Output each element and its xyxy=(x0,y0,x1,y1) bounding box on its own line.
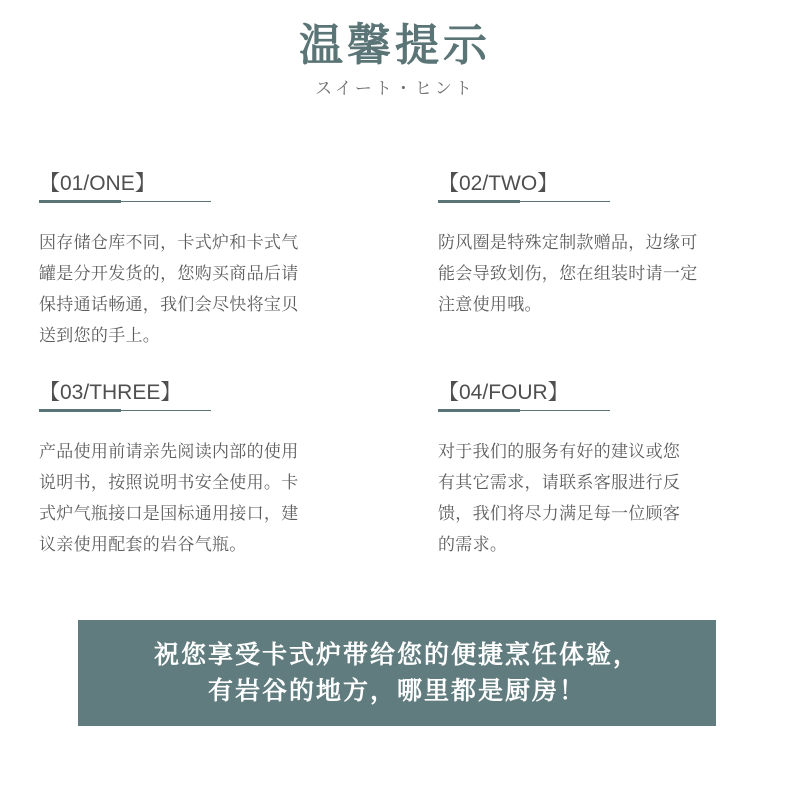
heading-underline xyxy=(438,200,610,203)
tip-line: 馈，我们将尽力满足每一位顾客 xyxy=(438,504,681,524)
tip-line: 防风圈是特殊定制款赠品，边缘可 xyxy=(438,233,698,253)
tip-heading: 【04/FOUR】 xyxy=(438,381,569,404)
tip-section-01 xyxy=(39,170,369,352)
tip-line: 保持通话畅通，我们会尽快将宝贝 xyxy=(39,295,299,315)
tip-line: 说明书，按照说明书安全使用。卡 xyxy=(39,473,299,493)
tip-line: 有其它需求，请联系客服进行反 xyxy=(438,473,681,493)
tip-line: 送到您的手上。 xyxy=(39,326,161,346)
tip-line: 罐是分开发货的，您购买商品后请 xyxy=(39,264,299,284)
tip-line: 因存储仓库不同，卡式炉和卡式气 xyxy=(39,233,299,253)
heading-underline xyxy=(438,409,610,412)
tip-line: 的需求。 xyxy=(438,535,508,555)
tip-line: 议亲使用配套的岩谷气瓶。 xyxy=(39,535,247,555)
tip-body xyxy=(39,228,369,352)
tip-heading: 【01/ONE】 xyxy=(39,172,156,195)
closing-banner xyxy=(78,620,716,726)
tip-section-04 xyxy=(438,379,768,561)
tip-section-03 xyxy=(39,379,369,561)
tip-body xyxy=(39,437,369,561)
tip-line: 式炉气瓶接口是国标通用接口，建 xyxy=(39,504,299,524)
tip-section-02 xyxy=(438,170,768,321)
tip-body xyxy=(438,228,768,321)
heading-underline xyxy=(39,200,211,203)
heading-underline xyxy=(39,409,211,412)
tip-body xyxy=(438,437,768,561)
banner-line: 有岩谷的地方，哪里都是厨房！ xyxy=(207,676,586,705)
tip-line: 对于我们的服务有好的建议或您 xyxy=(438,442,681,462)
tip-line: 产品使用前请亲先阅读内部的使用 xyxy=(39,442,299,462)
page-subtitle: スイート・ヒント xyxy=(315,79,475,99)
banner-line: 祝您享受卡式炉带给您的便捷烹饪体验， xyxy=(153,640,640,669)
tip-line: 能会导致划伤，您在组装时请一定 xyxy=(438,264,698,284)
tip-line: 注意使用哦。 xyxy=(438,295,542,315)
tip-heading: 【03/THREE】 xyxy=(39,381,182,404)
tip-heading: 【02/TWO】 xyxy=(438,172,559,195)
page-title: 温馨提示 xyxy=(299,20,491,71)
